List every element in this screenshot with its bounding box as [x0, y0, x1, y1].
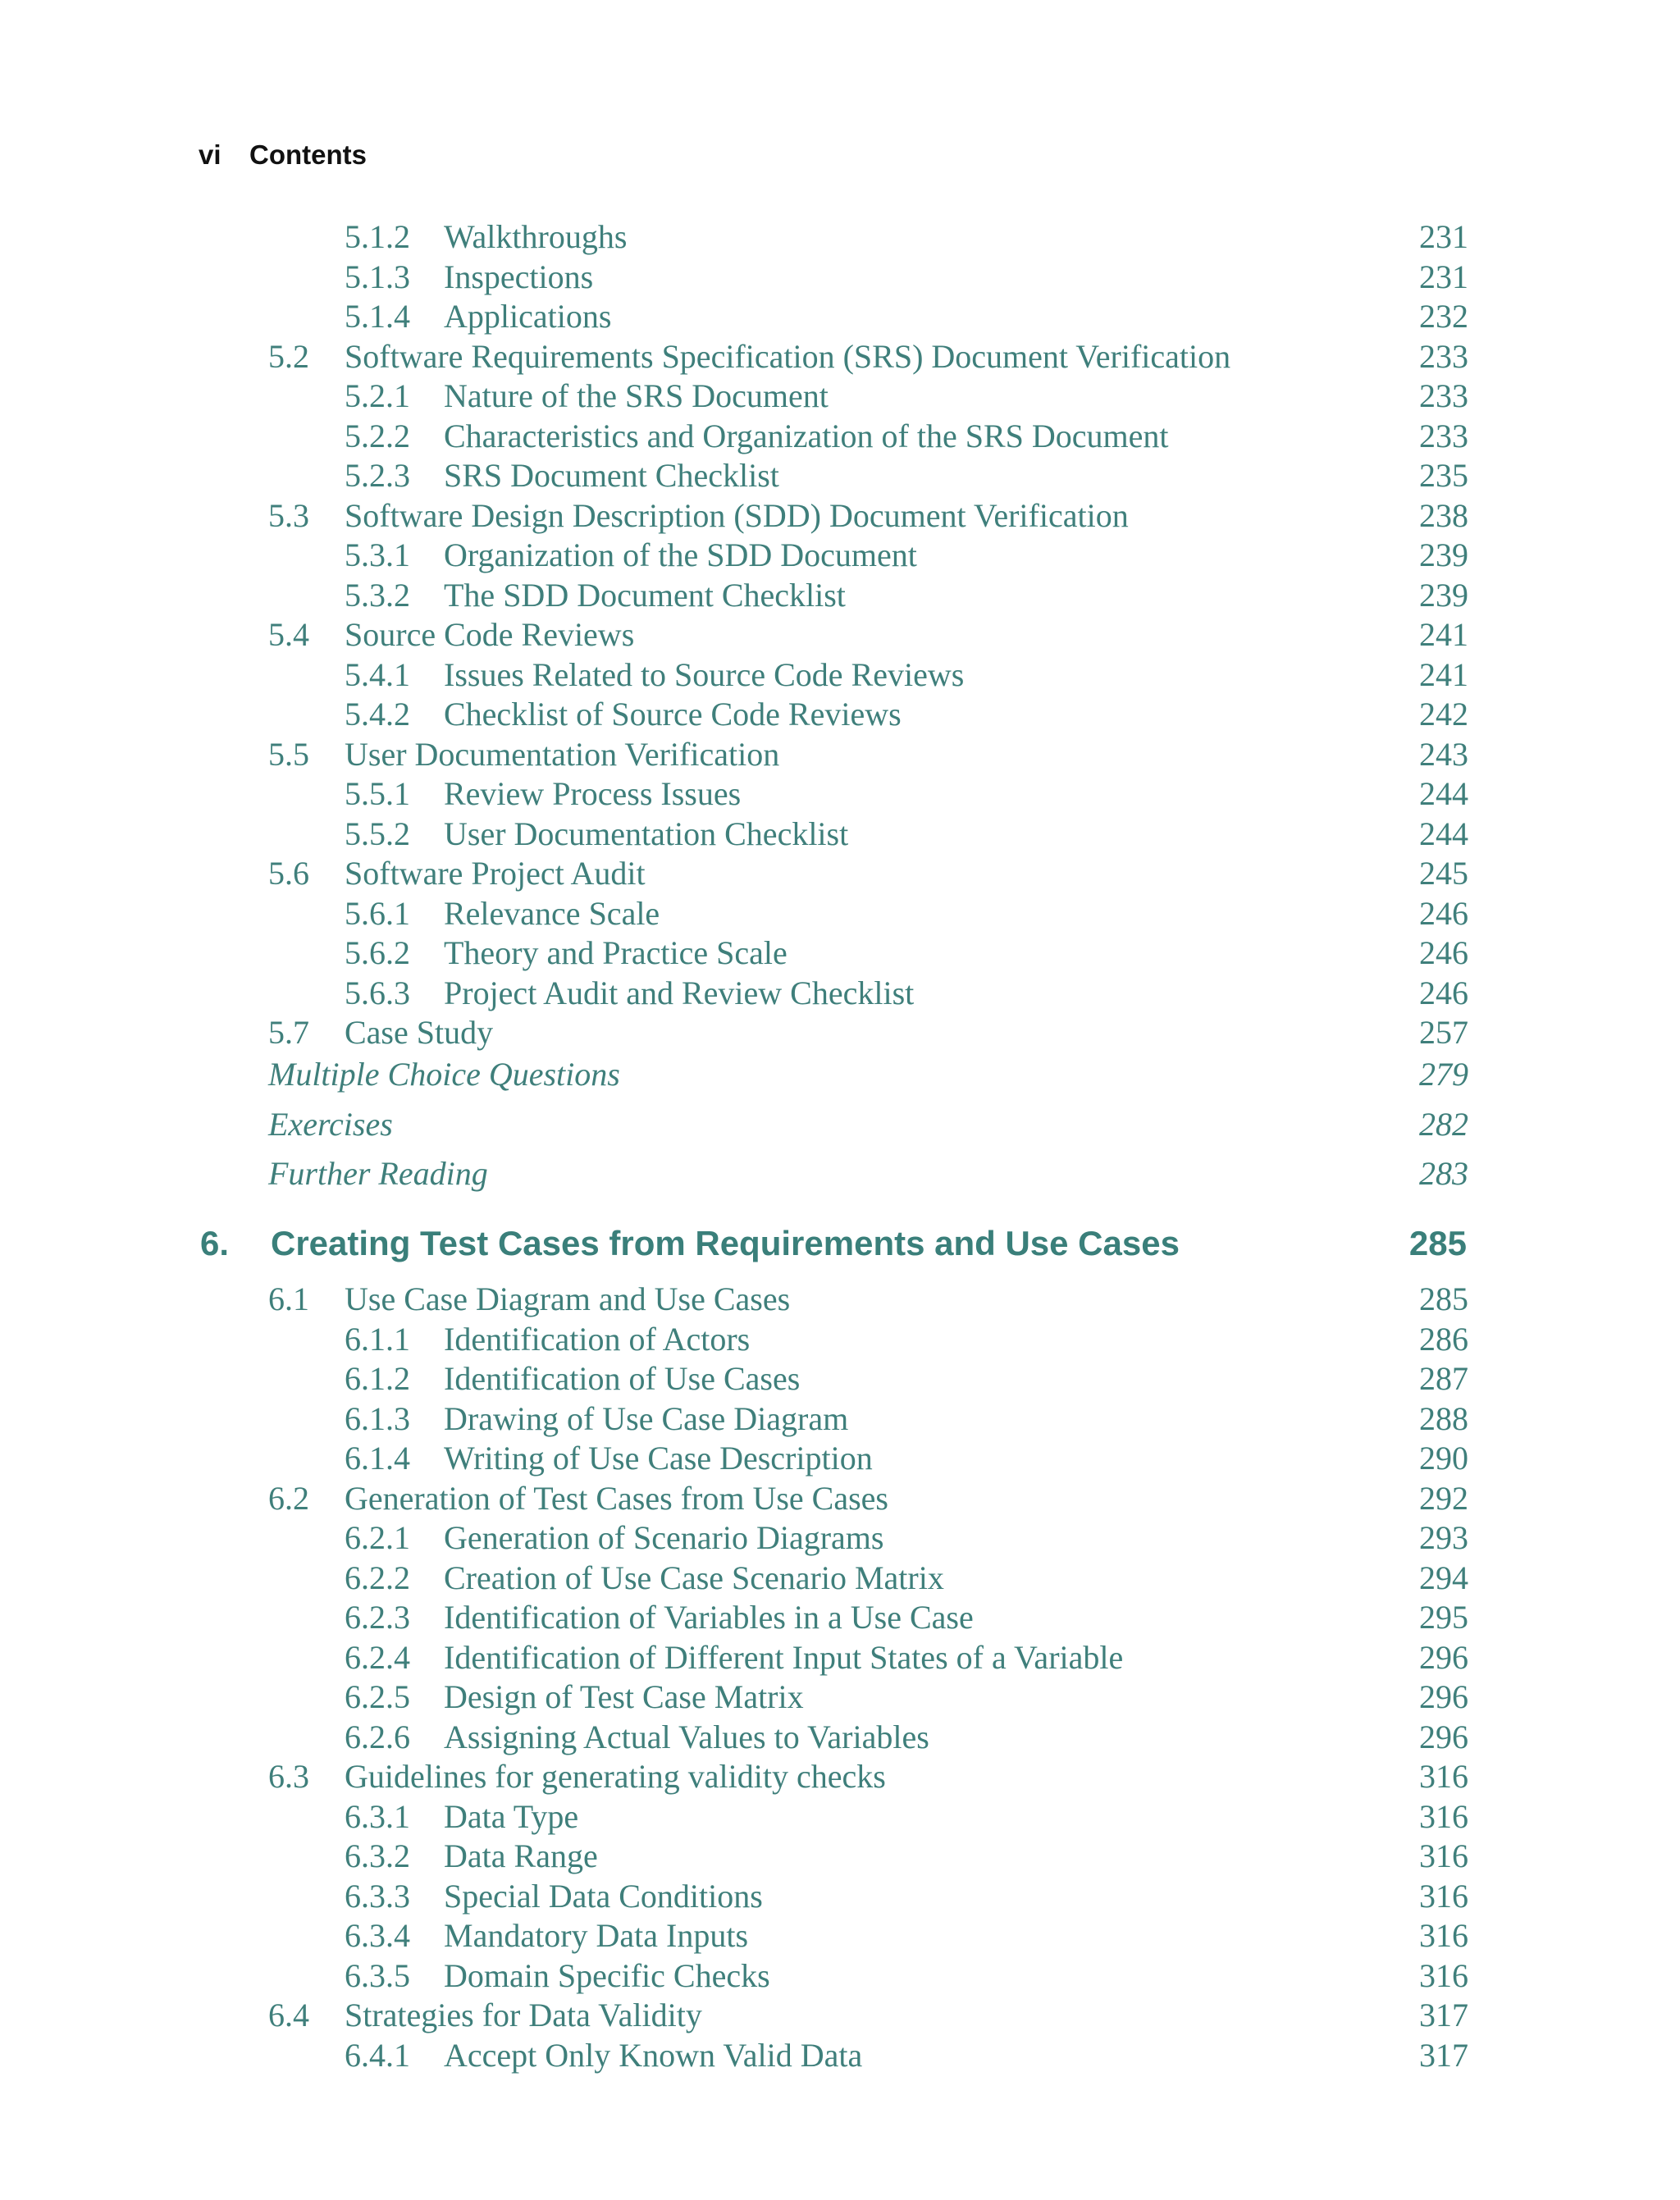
toc-entry-number: 6.2: [268, 1479, 309, 1517]
toc-entry-number: 5.5: [268, 735, 309, 773]
toc-entry-page: 239: [1419, 536, 1468, 573]
toc-entry[interactable]: [0, 1837, 1680, 1876]
toc-entry[interactable]: [0, 655, 1680, 695]
chapter-heading[interactable]: [0, 1220, 1680, 1267]
toc-entry-page: 295: [1419, 1599, 1468, 1636]
toc-entry[interactable]: [0, 1154, 1680, 1194]
toc-entry-number: 5.2.3: [345, 457, 410, 494]
toc-entry-page: 233: [1419, 377, 1468, 414]
toc-entry-page: 296: [1419, 1718, 1468, 1755]
toc-entry-title: Identification of Use Cases: [444, 1360, 801, 1397]
toc-entry-title: Data Range: [444, 1837, 598, 1874]
page-number: vi: [199, 139, 221, 170]
toc-entry-number: 5.5.2: [345, 815, 410, 852]
toc-entry-number: 5.1.3: [345, 258, 410, 295]
toc-entry-page: 241: [1419, 616, 1468, 653]
toc-entry-title: Domain Specific Checks: [444, 1956, 770, 1994]
toc-entry[interactable]: [0, 695, 1680, 734]
toc-entry-number: 5.6.3: [345, 974, 410, 1011]
toc-entry[interactable]: [0, 417, 1680, 456]
toc-entry-title: Identification of Actors: [444, 1320, 751, 1358]
toc-entry-title: Issues Related to Source Code Reviews: [444, 655, 965, 693]
toc-entry-title: Further Reading: [268, 1155, 488, 1192]
toc-entry[interactable]: [0, 1677, 1680, 1717]
toc-entry-page: 316: [1419, 1758, 1468, 1795]
toc-entry[interactable]: [0, 1105, 1680, 1144]
toc-entry-page: 316: [1419, 1797, 1468, 1835]
toc-entry-title: Applications: [444, 298, 612, 335]
toc-entry-page: 231: [1419, 258, 1468, 295]
toc-entry-title: Assigning Actual Values to Variables: [444, 1718, 929, 1755]
toc-entry-number: 6.2.6: [345, 1718, 410, 1755]
toc-entry-number: 5.6: [268, 855, 309, 892]
toc-entry-title: Creation of Use Case Scenario Matrix: [444, 1559, 944, 1596]
toc-entry-title: Generation of Test Cases from Use Cases: [345, 1479, 888, 1517]
toc-entry-number: 5.2: [268, 337, 309, 375]
toc-entry-number: 6.2.2: [345, 1559, 410, 1596]
toc-entry-title: Multiple Choice Questions: [268, 1056, 620, 1093]
toc-entry[interactable]: [0, 615, 1680, 655]
toc-entry-number: 5.2.1: [345, 377, 410, 414]
toc-entry-page: 241: [1419, 655, 1468, 693]
toc-entry[interactable]: [0, 1718, 1680, 1757]
toc-entry-page: 285: [1419, 1280, 1468, 1317]
toc-entry[interactable]: [0, 1518, 1680, 1558]
toc-entry-page: 279: [1419, 1056, 1468, 1093]
toc-entry[interactable]: [0, 576, 1680, 615]
toc-entry-title: Guidelines for generating validity checks: [345, 1758, 886, 1795]
toc-entry-number: 5.1.4: [345, 298, 410, 335]
toc-entry-title: Strategies for Data Validity: [345, 1997, 702, 2033]
toc-entry-number: 6.2.4: [345, 1638, 410, 1676]
toc-entry-title: Review Process Issues: [444, 775, 742, 812]
toc-entry-number: 5.5.1: [345, 775, 410, 812]
toc-entry-page: 233: [1419, 417, 1468, 454]
toc-entry-page: 239: [1419, 576, 1468, 614]
toc-entry-page: 286: [1419, 1320, 1468, 1358]
toc-entry-number: 6.: [200, 1224, 230, 1262]
toc-entry-number: 6.3.4: [345, 1917, 410, 1954]
toc-entry[interactable]: [0, 1638, 1680, 1677]
toc-entry-page: 232: [1419, 298, 1468, 335]
toc-entry-title: Identification of Different Input States of a Variable: [444, 1638, 1124, 1676]
toc-entry[interactable]: [0, 297, 1680, 336]
toc-entry-title: Case Study: [345, 1014, 494, 1051]
toc-entry-page: 292: [1419, 1479, 1468, 1517]
toc-entry-number: 6.3.5: [345, 1956, 410, 1994]
toc-entry-title: Data Type: [444, 1797, 579, 1835]
toc-entry[interactable]: [0, 894, 1680, 933]
toc-entry-number: 6.1.4: [345, 1440, 410, 1477]
toc-entry[interactable]: [0, 496, 1680, 536]
toc-entry-title: Inspections: [444, 258, 594, 295]
toc-entry[interactable]: [0, 377, 1680, 416]
toc-entry[interactable]: [0, 1996, 1680, 2035]
toc-entry-page: 317: [1419, 2036, 1468, 2074]
toc-entry-number: 6.1.2: [345, 1360, 410, 1397]
toc-entry-number: 5.6.2: [345, 934, 410, 971]
toc-entry-page: 246: [1419, 974, 1468, 1011]
toc-entry-number: 5.4: [268, 616, 309, 653]
toc-entry[interactable]: [0, 1013, 1680, 1052]
toc-entry-title: Software Project Audit: [345, 855, 646, 892]
toc-entry-page: 316: [1419, 1956, 1468, 1994]
toc-entry-page: 257: [1419, 1014, 1468, 1051]
toc-entry-page: 282: [1419, 1105, 1468, 1143]
toc-entry[interactable]: [0, 774, 1680, 814]
toc-entry-title: Source Code Reviews: [345, 616, 635, 653]
toc-entry-title: Special Data Conditions: [444, 1877, 763, 1915]
toc-entry-number: 6.1: [268, 1280, 309, 1317]
toc-entry-title: Creating Test Cases from Requirements and Use Cases: [271, 1224, 1180, 1262]
toc-entry-title: Characteristics and Organization of the SRS Document: [444, 417, 1169, 454]
toc-entry-title: Use Case Diagram and Use Cases: [345, 1280, 791, 1317]
toc-entry-title: SRS Document Checklist: [444, 457, 779, 494]
toc-entry[interactable]: [0, 1479, 1680, 1518]
toc-entry[interactable]: [0, 1598, 1680, 1637]
toc-entry-page: 235: [1419, 457, 1468, 494]
toc-entry[interactable]: [0, 1757, 1680, 1796]
toc-entry[interactable]: [0, 536, 1680, 575]
toc-entry[interactable]: [0, 735, 1680, 774]
toc-entry-title: Software Requirements Specification (SRS) Document Verification: [345, 337, 1231, 375]
toc-entry-title: Generation of Scenario Diagrams: [444, 1519, 884, 1556]
toc-entry-title: Accept Only Known Valid Data: [444, 2036, 863, 2074]
toc-entry-page: 290: [1419, 1440, 1468, 1477]
toc-entry[interactable]: [0, 1956, 1680, 1996]
toc-entry-title: Mandatory Data Inputs: [444, 1917, 749, 1954]
toc-entry-title: Nature of the SRS Document: [444, 377, 829, 414]
toc-entry-page: 294: [1419, 1559, 1468, 1596]
toc-entry-title: Design of Test Case Matrix: [444, 1678, 804, 1715]
toc-entry[interactable]: [0, 1280, 1680, 1319]
toc-entry-page: 316: [1419, 1877, 1468, 1915]
toc-entry-page: 288: [1419, 1399, 1468, 1437]
toc-entry[interactable]: [0, 1439, 1680, 1478]
toc-entry-number: 6.2.1: [345, 1519, 410, 1556]
toc-entry-number: 6.3.2: [345, 1837, 410, 1874]
toc-entry-number: 6.1.1: [345, 1320, 410, 1358]
toc-entry[interactable]: [0, 933, 1680, 973]
toc-entry-number: 5.3.1: [345, 536, 410, 573]
toc-entry-page: 293: [1419, 1519, 1468, 1556]
toc-entry[interactable]: [0, 258, 1680, 297]
toc-entry-page: 238: [1419, 496, 1468, 534]
toc-entry[interactable]: [0, 815, 1680, 854]
toc-entry[interactable]: [0, 337, 1680, 377]
toc-entry-page: 244: [1419, 775, 1468, 812]
toc-entry[interactable]: [0, 1797, 1680, 1837]
toc-entry-page: 243: [1419, 735, 1468, 773]
toc-entry-title: Project Audit and Review Checklist: [444, 974, 915, 1011]
toc-entry[interactable]: [0, 217, 1680, 257]
toc-entry-page: 246: [1419, 934, 1468, 971]
toc-entry-title: Relevance Scale: [444, 894, 660, 932]
toc-entry-title: The SDD Document Checklist: [444, 576, 846, 614]
toc-entry-page: 296: [1419, 1638, 1468, 1676]
toc-entry-title: User Documentation Checklist: [444, 815, 849, 852]
toc-entry[interactable]: [0, 2036, 1680, 2075]
toc-entry-number: 6.2.5: [345, 1678, 410, 1715]
toc-entry-title: Theory and Practice Scale: [444, 934, 788, 971]
toc-entry[interactable]: [0, 854, 1680, 893]
toc-entry-number: 6.3: [268, 1758, 309, 1795]
toc-entry-number: 5.6.1: [345, 894, 410, 932]
toc-entry-page: 231: [1419, 218, 1468, 255]
toc-entry-title: Software Design Description (SDD) Document Verification: [345, 496, 1129, 534]
toc-entry-number: 5.2.2: [345, 417, 410, 454]
toc-entry-title: User Documentation Verification: [345, 735, 780, 773]
toc-entry-number: 6.1.3: [345, 1399, 410, 1437]
toc-entry-title: Drawing of Use Case Diagram: [444, 1399, 849, 1437]
toc-entry-page: 316: [1419, 1917, 1468, 1954]
toc-entry[interactable]: [0, 1359, 1680, 1399]
toc-entry[interactable]: [0, 1559, 1680, 1598]
toc-entry-number: 5.4.2: [345, 696, 410, 733]
toc-entry[interactable]: [0, 1399, 1680, 1439]
toc-entry-page: 244: [1419, 815, 1468, 852]
toc-entry[interactable]: [0, 1055, 1680, 1094]
toc-entry-title: Writing of Use Case Description: [444, 1440, 873, 1477]
toc-entry[interactable]: [0, 974, 1680, 1013]
running-head-title: Contents: [249, 139, 367, 170]
toc-entry-page: 296: [1419, 1678, 1468, 1715]
toc-entry-number: 6.2.3: [345, 1599, 410, 1636]
toc-entry-number: 5.4.1: [345, 655, 410, 693]
toc-entry[interactable]: [0, 456, 1680, 495]
toc-entry-number: 6.3.1: [345, 1797, 410, 1835]
toc-entry-title: Identification of Variables in a Use Case: [444, 1599, 974, 1636]
toc-entry-page: 283: [1419, 1155, 1468, 1192]
toc-entry[interactable]: [0, 1877, 1680, 1916]
toc-entry-title: Walkthroughs: [444, 218, 628, 255]
toc-entry-page: 242: [1419, 696, 1468, 733]
toc-entry-page: 285: [1408, 1224, 1467, 1262]
toc-entry-page: 287: [1419, 1360, 1468, 1397]
toc-entry-number: 6.3.3: [345, 1877, 410, 1915]
toc-entry-number: 5.7: [268, 1014, 309, 1051]
toc-entry-page: 245: [1419, 855, 1468, 892]
toc-entry-page: 233: [1419, 337, 1468, 375]
toc-entry-number: 6.4.1: [345, 2036, 410, 2074]
toc-entry-title: Exercises: [268, 1105, 393, 1143]
toc-entry-title: Organization of the SDD Document: [444, 536, 917, 573]
toc-entry-number: 6.4: [268, 1997, 309, 2033]
toc-entry[interactable]: [0, 1916, 1680, 1956]
toc-entry-page: 317: [1419, 1997, 1468, 2033]
toc-entry-page: 316: [1419, 1837, 1468, 1874]
toc-entry-number: 5.3.2: [345, 576, 410, 614]
toc-entry-number: 5.1.2: [345, 218, 410, 255]
toc-entry-page: 246: [1419, 894, 1468, 932]
toc-entry[interactable]: [0, 1320, 1680, 1359]
toc-entry-title: Checklist of Source Code Reviews: [444, 696, 902, 733]
toc-entry-number: 5.3: [268, 496, 309, 534]
